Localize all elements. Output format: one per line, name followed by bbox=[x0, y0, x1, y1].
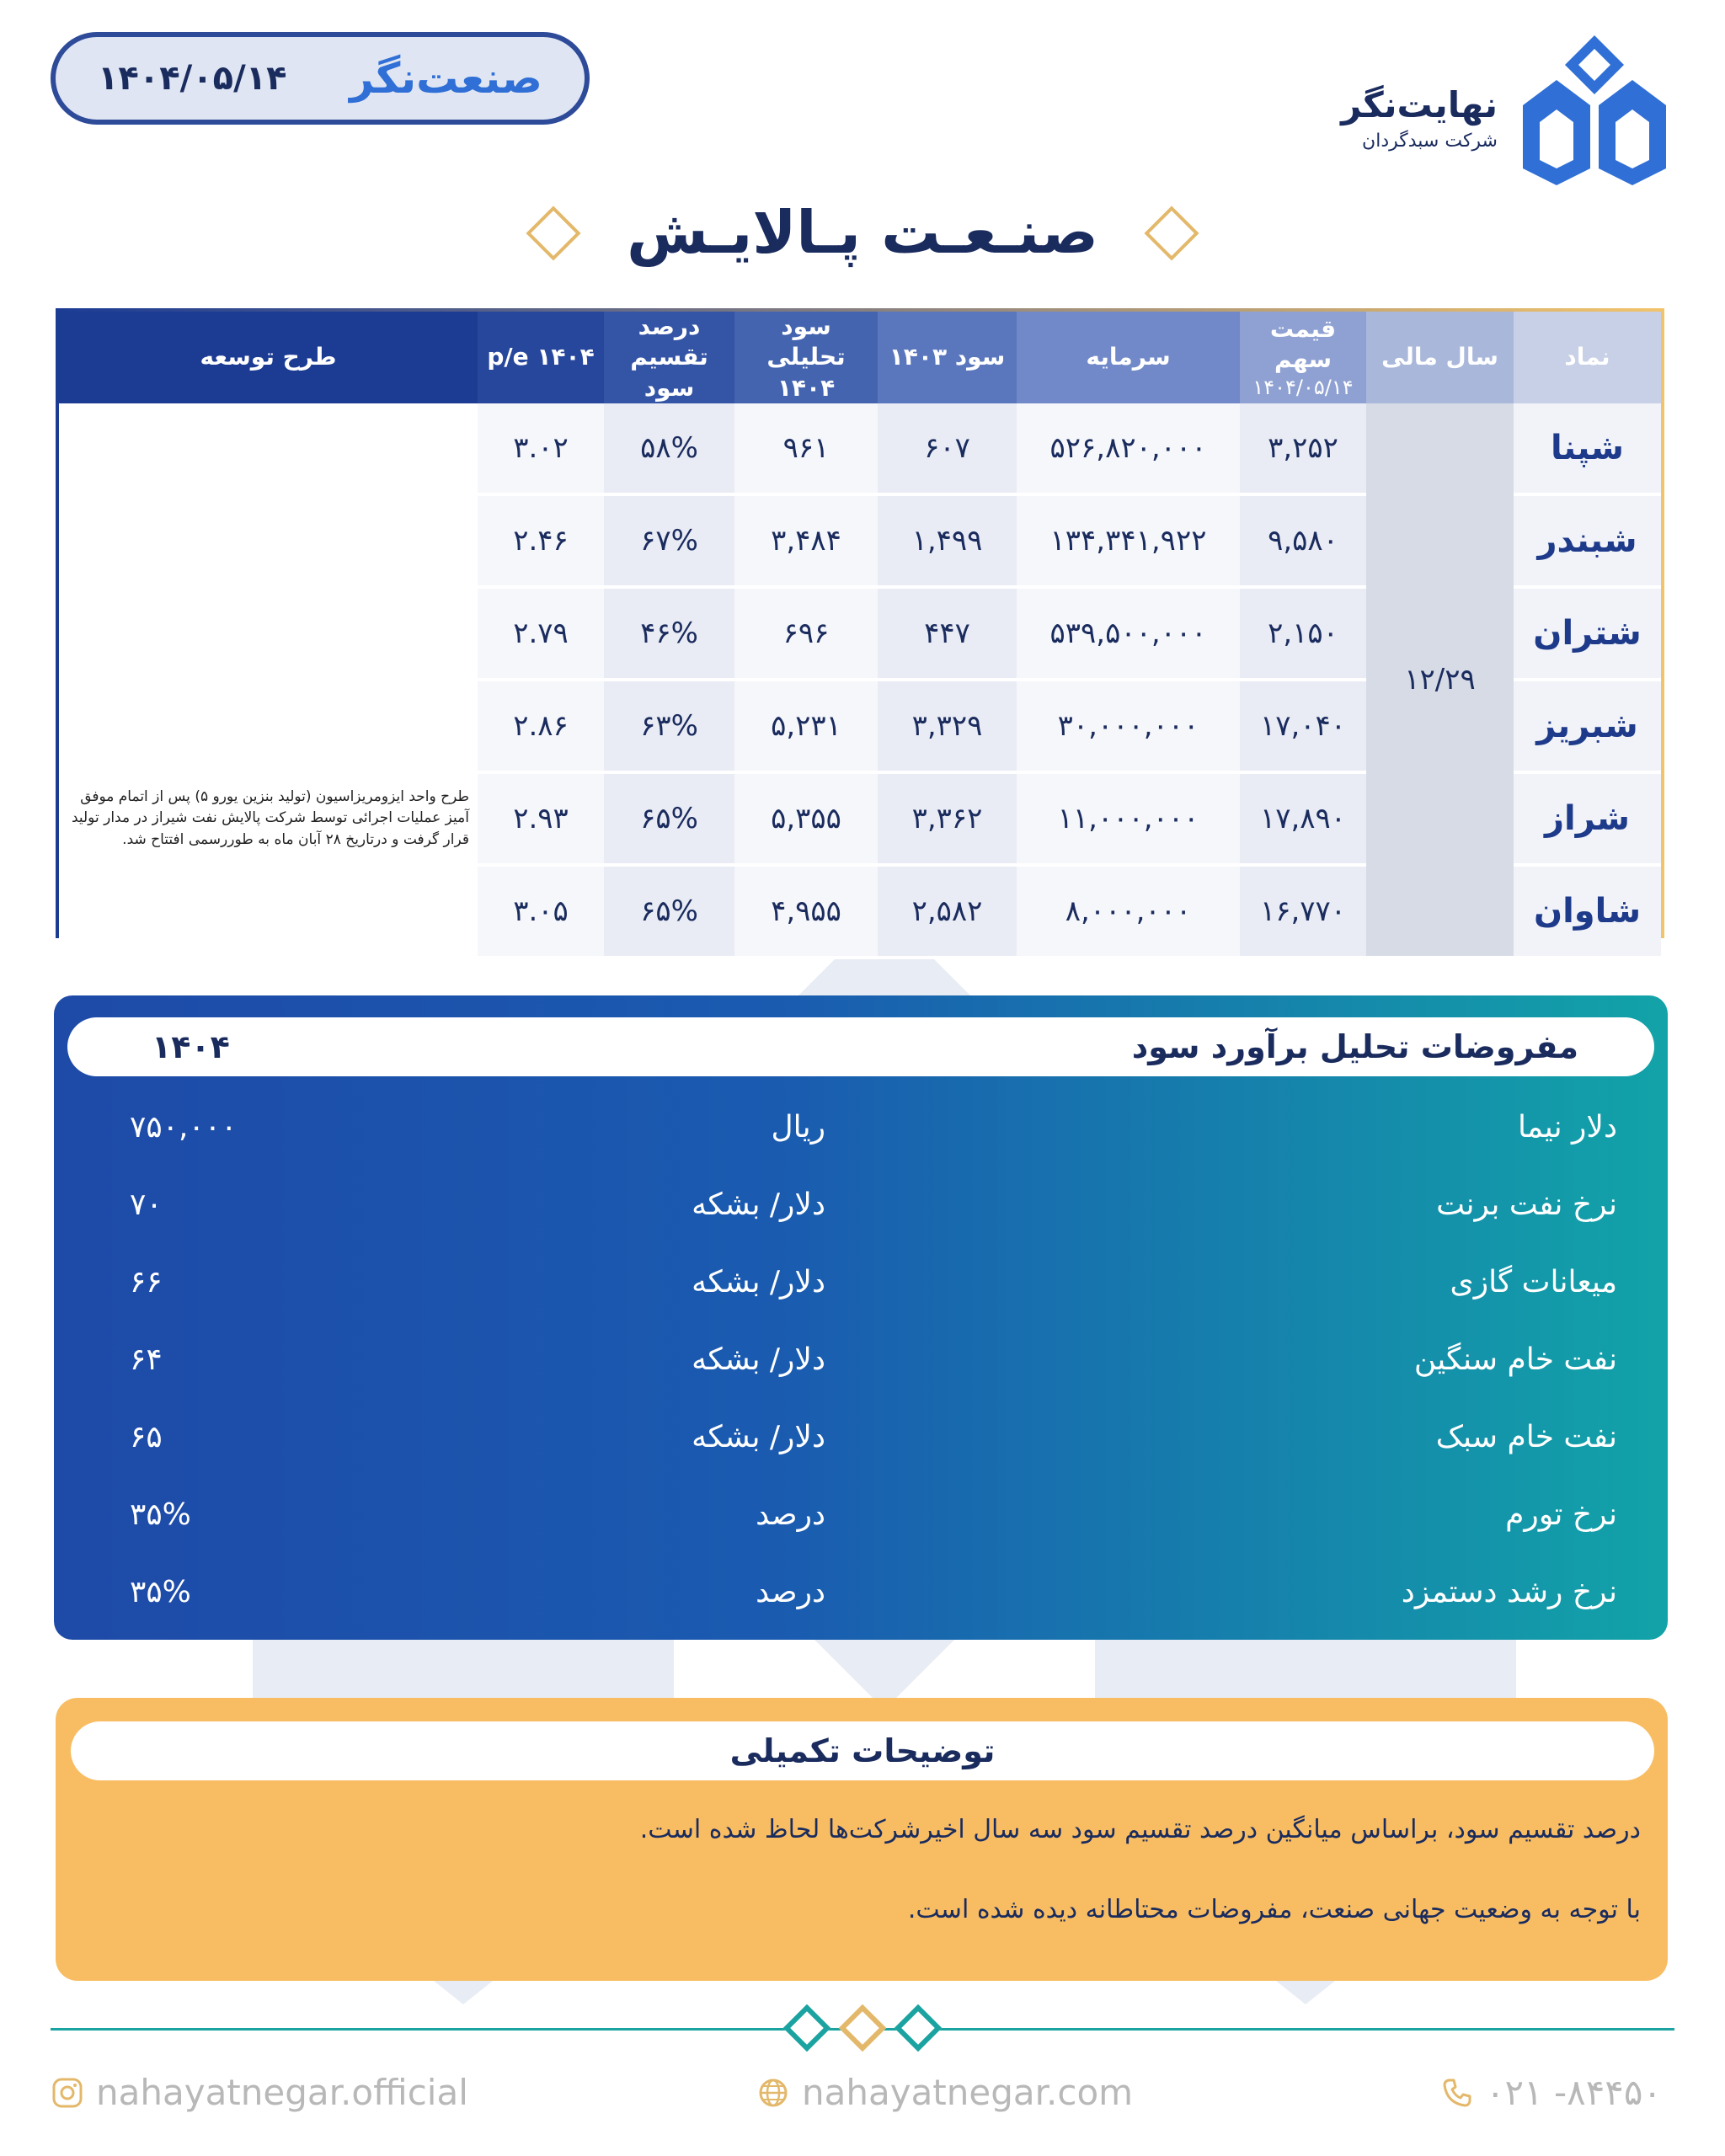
assumption-value: ۳۵% bbox=[130, 1575, 191, 1609]
notes-title: توضیحات تکمیلی bbox=[71, 1721, 1654, 1780]
cell-pe: ۲.۴۶ bbox=[478, 494, 604, 587]
cell-profit-1403: ۴۴۷ bbox=[878, 587, 1017, 680]
cell-symbol: شبندر bbox=[1514, 494, 1661, 587]
note-item: درصد تقسیم سود، براساس میانگین درصد تقسیم سود سه سال اخیرشرکت‌ها لحاظ شده است. bbox=[639, 1815, 1641, 1844]
cell-analytic-profit: ۹۶۱ bbox=[734, 403, 878, 494]
assumption-unit: دلار/ بشکه bbox=[692, 1187, 825, 1222]
cell-profit-1403: ۳,۳۶۲ bbox=[878, 772, 1017, 865]
cell-plan bbox=[59, 587, 478, 680]
cell-profit-1403: ۱,۴۹۹ bbox=[878, 494, 1017, 587]
footer-instagram[interactable] bbox=[51, 2072, 468, 2113]
assumption-label: نرخ رشد دستمزد bbox=[1401, 1575, 1617, 1609]
cell-price: ۱۶,۷۷۰ bbox=[1240, 865, 1366, 958]
cell-capital: ۱۱,۰۰۰,۰۰۰ bbox=[1017, 772, 1240, 865]
cell-price: ۲,۱۵۰ bbox=[1240, 587, 1366, 680]
cell-price: ۳,۲۵۲ bbox=[1240, 403, 1366, 494]
cell-analytic-profit: ۶۹۶ bbox=[734, 587, 878, 680]
badge-title: صنعت‌نگر bbox=[350, 54, 542, 103]
header-capital: سرمایه bbox=[1017, 312, 1240, 403]
assumption-value: ۳۵% bbox=[130, 1497, 191, 1532]
instagram-handle: nahayatnegar.official bbox=[96, 2072, 468, 2113]
logo-subtitle: شرکت سبدگردان bbox=[1362, 131, 1498, 152]
cell-symbol: شتران bbox=[1514, 587, 1661, 680]
cell-symbol: شپنا bbox=[1514, 403, 1661, 494]
header-price-label: قیمت سهم bbox=[1269, 314, 1337, 373]
company-logo bbox=[1341, 34, 1666, 185]
assumption-unit: دلار/ بشکه bbox=[692, 1342, 825, 1377]
assumption-row bbox=[54, 1420, 1668, 1470]
badge-date: ۱۴۰۴/۰۵/۱۴ bbox=[98, 59, 287, 98]
assumptions-title: مفروضات تحلیل برآورد سود bbox=[1131, 1028, 1578, 1065]
cell-capital: ۵۲۶,۸۲۰,۰۰۰ bbox=[1017, 403, 1240, 494]
cell-capital: ۵۳۹,۵۰۰,۰۰۰ bbox=[1017, 587, 1240, 680]
logo-icon bbox=[1523, 34, 1666, 185]
diamond-left-icon bbox=[526, 205, 580, 260]
assumption-label: نفت خام سبک bbox=[1435, 1420, 1617, 1454]
globe-icon bbox=[756, 2076, 790, 2110]
table-header-row bbox=[59, 312, 1661, 403]
assumption-unit: دلار/ بشکه bbox=[692, 1420, 825, 1454]
cell-pe: ۲.۸۶ bbox=[478, 680, 604, 772]
header-plan: طرح توسعه bbox=[59, 312, 478, 403]
cell-pe: ۳.۰۲ bbox=[478, 403, 604, 494]
cell-profit-1403: ۶۰۷ bbox=[878, 403, 1017, 494]
phone-icon bbox=[1440, 2076, 1474, 2110]
cell-dividend: ۶۷% bbox=[604, 494, 734, 587]
phone-number: ۰۲۱ -۸۴۴۵۰ bbox=[1486, 2072, 1662, 2113]
cell-dividend: ۶۵% bbox=[604, 865, 734, 958]
table-row bbox=[59, 403, 1661, 494]
note-item: با توجه به وضعیت جهانی صنعت، مفروضات محتاطانه دیده شده است. bbox=[907, 1895, 1641, 1924]
cell-analytic-profit: ۴,۹۵۵ bbox=[734, 865, 878, 958]
footer-phone[interactable] bbox=[1440, 2072, 1662, 2113]
header-pe: p/e ۱۴۰۴ bbox=[478, 312, 604, 403]
cell-symbol: شراز bbox=[1514, 772, 1661, 865]
header-badge bbox=[51, 32, 590, 125]
cell-price: ۱۷,۸۹۰ bbox=[1240, 772, 1366, 865]
header-fiscal-year: سال مالی bbox=[1366, 312, 1514, 403]
header-analytic-year: ۱۴۰۴ bbox=[777, 373, 836, 402]
logo-name: نهایت‌نگر bbox=[1341, 84, 1498, 125]
cell-capital: ۱۳۴,۳۴۱,۹۲۲ bbox=[1017, 494, 1240, 587]
cell-analytic-profit: ۵,۳۵۵ bbox=[734, 772, 878, 865]
cell-symbol: شاوان bbox=[1514, 865, 1661, 958]
header-analytic-profit bbox=[734, 312, 878, 403]
cell-pe: ۲.۷۹ bbox=[478, 587, 604, 680]
assumptions-year: ۱۴۰۴ bbox=[152, 1028, 230, 1065]
assumption-unit: درصد bbox=[756, 1575, 825, 1609]
cell-price: ۱۷,۰۴۰ bbox=[1240, 680, 1366, 772]
header-price-date: ۱۴۰۴/۰۵/۱۴ bbox=[1252, 376, 1354, 400]
diamond-icon bbox=[783, 2004, 831, 2052]
cell-plan bbox=[59, 494, 478, 587]
assumptions-header bbox=[67, 1017, 1654, 1076]
cell-price: ۹,۵۸۰ bbox=[1240, 494, 1366, 587]
footer-website[interactable] bbox=[756, 2072, 1133, 2113]
header-symbol: نماد bbox=[1514, 312, 1661, 403]
assumption-value: ۶۶ bbox=[130, 1265, 163, 1299]
header-analytic-label: سود تحلیلی bbox=[766, 312, 846, 371]
assumption-value: ۶۴ bbox=[130, 1342, 163, 1377]
cell-profit-1403: ۳,۳۲۹ bbox=[878, 680, 1017, 772]
cell-analytic-profit: ۵,۲۳۱ bbox=[734, 680, 878, 772]
cell-plan: طرح واحد ایزومریزاسیون (تولید بنزین یورو ۵) پس از اتمام موفق آمیز عملیات اجرائی توسط شرکت پالایش نفت شیراز در مدار تولید قرار گرفت و درتاریخ ۲۸ آبان ماه به طوررسمی افتتاح شد. bbox=[59, 772, 478, 865]
assumption-row bbox=[54, 1575, 1668, 1625]
assumption-row bbox=[54, 1265, 1668, 1315]
assumption-value: ۶۵ bbox=[130, 1420, 163, 1454]
instagram-icon bbox=[51, 2076, 84, 2110]
assumption-label: نفت خام سنگین bbox=[1413, 1342, 1617, 1377]
diamond-icon bbox=[895, 2004, 943, 2052]
header-profit-1403: سود ۱۴۰۳ bbox=[878, 312, 1017, 403]
assumption-unit: ریال bbox=[771, 1110, 825, 1145]
cell-analytic-profit: ۳,۴۸۴ bbox=[734, 494, 878, 587]
cell-profit-1403: ۲,۵۸۲ bbox=[878, 865, 1017, 958]
assumption-value: ۷۰ bbox=[130, 1187, 163, 1222]
diamond-icon bbox=[839, 2004, 887, 2052]
assumption-row bbox=[54, 1187, 1668, 1238]
cell-capital: ۳۰,۰۰۰,۰۰۰ bbox=[1017, 680, 1240, 772]
cell-dividend: ۶۳% bbox=[604, 680, 734, 772]
assumption-value: ۷۵۰,۰۰۰ bbox=[130, 1110, 238, 1145]
page-title: صنـعـت پـالایـش bbox=[627, 198, 1098, 267]
assumption-label: میعانات گازی bbox=[1450, 1265, 1617, 1299]
cell-pe: ۲.۹۳ bbox=[478, 772, 604, 865]
assumption-label: نرخ نفت برنت bbox=[1436, 1187, 1617, 1222]
cell-fiscal-year: ۱۲/۲۹ bbox=[1366, 403, 1514, 958]
cell-plan bbox=[59, 680, 478, 772]
cell-symbol: شبریز bbox=[1514, 680, 1661, 772]
cell-dividend: ۵۸% bbox=[604, 403, 734, 494]
cell-plan bbox=[59, 865, 478, 958]
diamond-right-icon bbox=[1145, 205, 1199, 260]
cell-dividend: ۶۵% bbox=[604, 772, 734, 865]
assumption-label: نرخ تورم bbox=[1505, 1497, 1617, 1532]
assumption-unit: درصد bbox=[756, 1497, 825, 1532]
cell-pe: ۳.۰۵ bbox=[478, 865, 604, 958]
header-dividend-line2: تقسیم سود bbox=[630, 343, 708, 402]
header-dividend bbox=[604, 312, 734, 403]
assumption-unit: دلار/ بشکه bbox=[692, 1265, 825, 1299]
cell-capital: ۸,۰۰۰,۰۰۰ bbox=[1017, 865, 1240, 958]
assumption-row bbox=[54, 1110, 1668, 1161]
cell-plan bbox=[59, 403, 478, 494]
page-title-row bbox=[0, 198, 1725, 267]
header-dividend-line1: درصد bbox=[638, 312, 701, 340]
assumption-row bbox=[54, 1497, 1668, 1548]
header-price bbox=[1240, 312, 1366, 403]
assumption-label: دلار نیما bbox=[1517, 1110, 1617, 1145]
assumption-row bbox=[54, 1342, 1668, 1393]
cell-dividend: ۴۶% bbox=[604, 587, 734, 680]
refinery-table bbox=[59, 312, 1661, 959]
website-url: nahayatnegar.com bbox=[802, 2072, 1134, 2113]
